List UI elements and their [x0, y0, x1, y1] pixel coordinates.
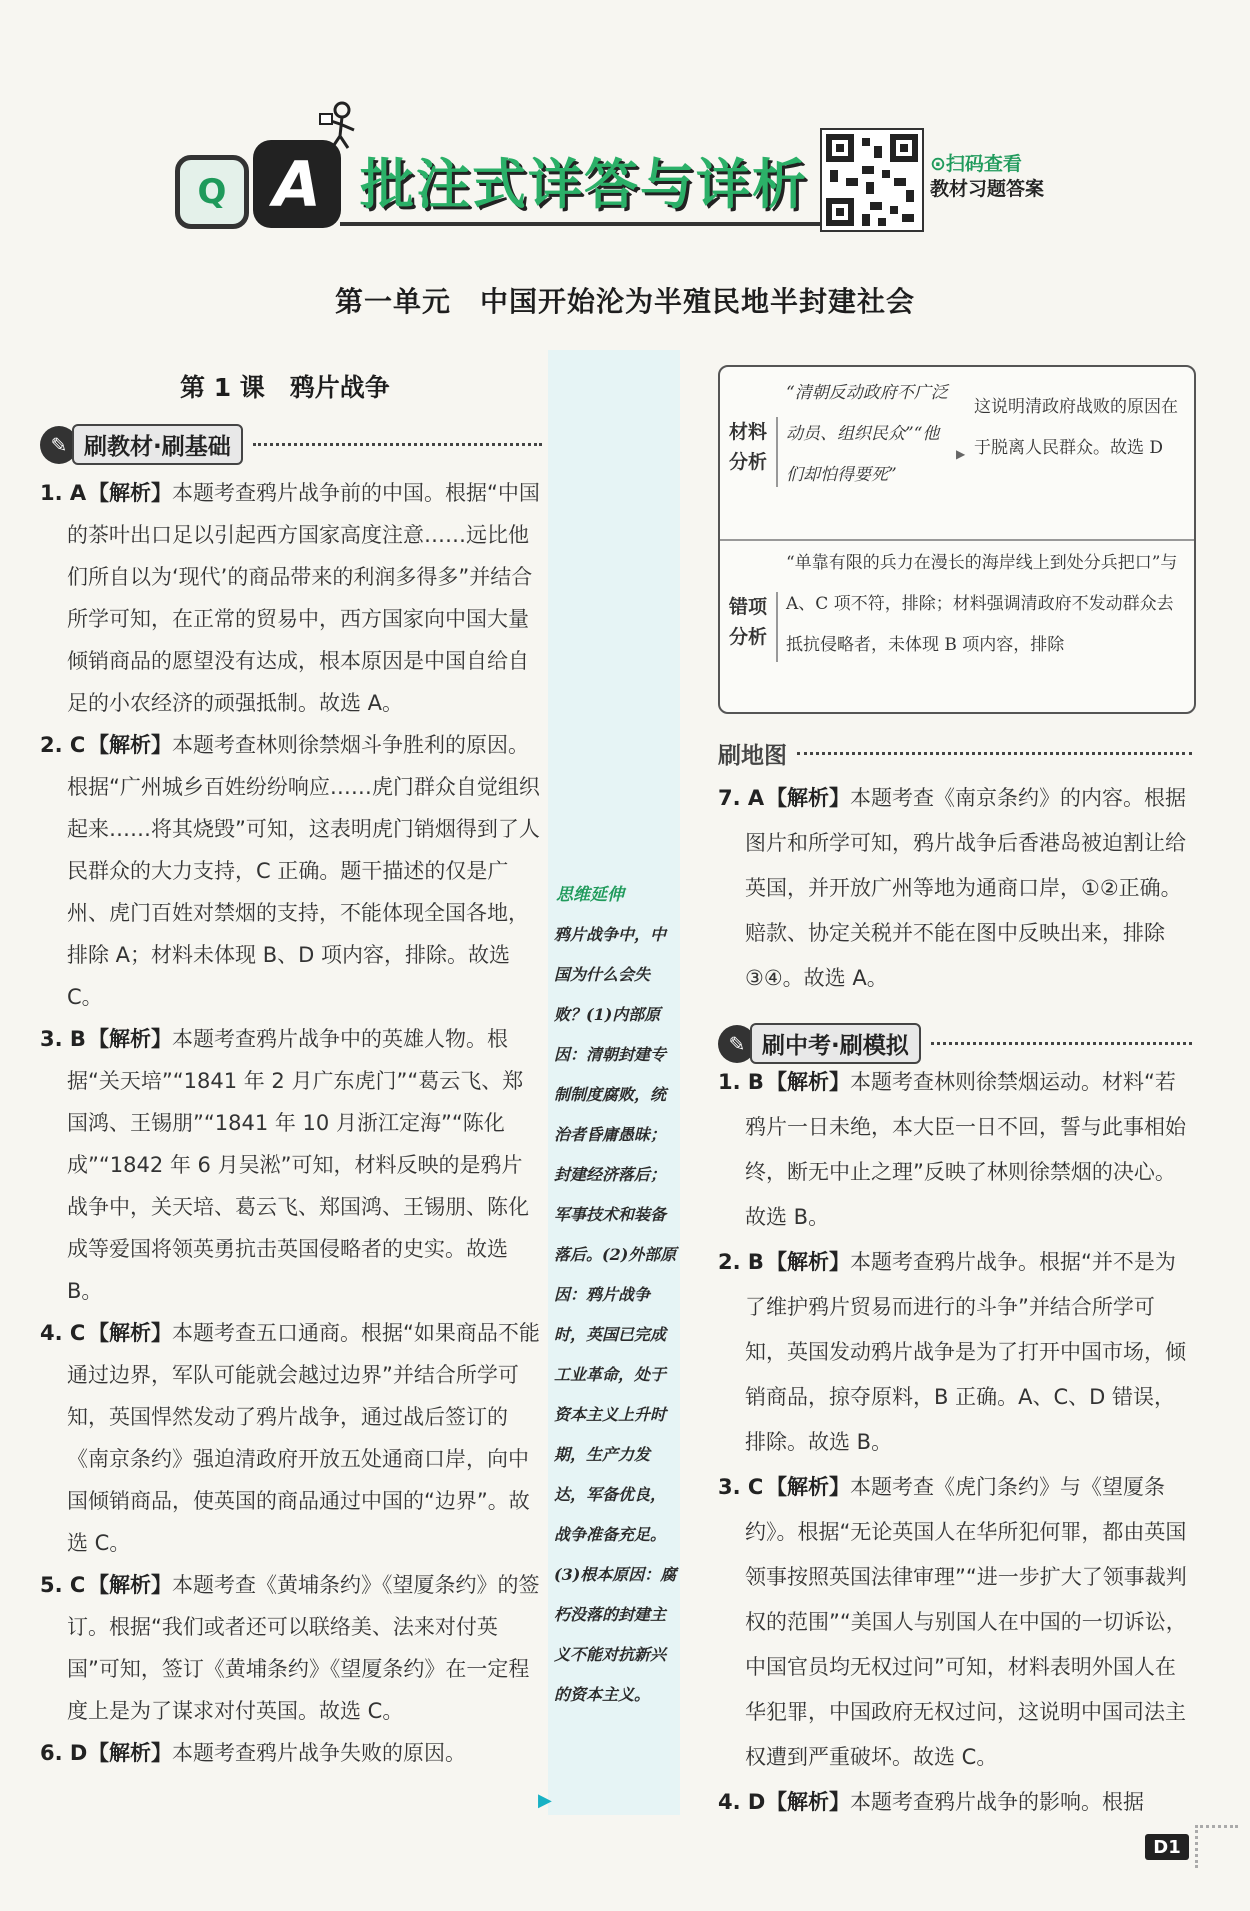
- table-row2-text: “单靠有限的兵力在漫长的海岸线上到处分兵把口”与 A、C 项不符，排除；材料强调清政府不发动群众去抵抗侵略者，未体现 B 项内容，排除: [786, 553, 1178, 655]
- side-note-title: 思维延伸: [556, 885, 624, 905]
- qr-code-icon[interactable]: [820, 128, 924, 232]
- book-icon: ✎: [718, 1025, 756, 1063]
- answer-item: 4. D【解析】本题考查鸦片战争的影响。根据: [718, 1790, 1144, 1814]
- book-icon: ✎: [40, 426, 78, 464]
- answer-item: 3. C 【解析】本题考查《虎门条约》与《望厦条约》。根据“无论英国人在华所犯何罪，都由英国领事按照英国法律审理”“进一步扩大了领事裁判权的范围”“美国人与别国人在中国的一切诉讼，中国官员均无权过问”可知，材料表明外国人在华犯罪，中国政府无权过问，这说明中国司法主权遭到严重破坏。故选 C。: [718, 1475, 1187, 1769]
- section-divider: [797, 752, 1192, 755]
- answer-item: 4. C 【解析】本题考查五口通商。根据“如果商品不能通过边界，军队可能就会越过边界”并结合所学可知，英国悍然发动了鸦片战争，通过战后签订的《南京条约》强迫清政府开放五处通商口岸，向中国倾销商品，使英国的商品通过中国的“边界”。故选 C。: [40, 1321, 540, 1555]
- search-icon: ⊙: [930, 153, 946, 175]
- qr-caption: [930, 152, 1044, 202]
- page-number: D1: [1145, 1834, 1189, 1860]
- section-basic-label: 刷教材·刷基础: [72, 424, 243, 465]
- side-note-text: 鸦片战争中，中国为什么会失败？(1)内部原因：清朝封建专制制度腐败，统治者昏庸愚昧；封建经济落后；军事技术和装备落后。(2)外部原因：鸦片战争时，英国已完成工业革命，处于资本主义上升时期，生产力发达，军备优良，战争准备充足。(3)根本原因：腐朽没落的封建主义不能对抗新兴的资本主义。: [554, 925, 677, 1704]
- section-map: [718, 737, 1192, 770]
- arrow-right-icon: ▶: [538, 1790, 552, 1811]
- qr-caption-line1: ⊙扫码查看: [930, 153, 1022, 175]
- answer-item: 2. B【解析】本题考查鸦片战争。根据“并不是为了维护鸦片贸易而进行的斗争”并结合所学可知，英国发动鸦片战争是为了打开中国市场，倾销商品，掠夺原料，B 正确。A、C、D 错误，排除。故选 B。: [718, 1250, 1186, 1454]
- header-title: 批注式详答与详析: [360, 153, 808, 216]
- section-exam: [718, 1023, 1192, 1064]
- answer-item: 3. B【解析】本题考查鸦片战争中的英雄人物。根据“关天培”“1841 年 2 月广东虎门”“葛云飞、郑国鸿、王锡朋”“1841 年 10 月浙江定海”“陈化成”“1842 年 6 月吴淞”可知，材料反映的是鸦片战争中，关天培、葛云飞、郑国鸿、王锡朋、陈化成等爱国将领英勇抗击英国侵略者的史实。故选 B。: [40, 1027, 529, 1303]
- table-row1-conclusion: 这说明清政府战败的原因在于脱离人民群众。故选 D: [974, 397, 1178, 458]
- analysis-table: [718, 365, 1196, 714]
- q-bubble-icon: Q: [175, 155, 249, 229]
- answer-item: 1. A【解析】本题考查鸦片战争前的中国。根据“中国的茶叶出口足以引起西方国家高度注意……远比他们所自以为‘现代’的商品带来的利润多得多”并结合所学可知，在正常的贸易中，西方国家向中国大量倾销商品的愿望没有达成，根本原因是中国自给自足的小农经济的顽强抵制。故选 A。: [40, 481, 540, 715]
- answer-item: 6. D【解析】本题考查鸦片战争失败的原因。: [40, 1741, 466, 1765]
- table-row1-quote: “清朝反动政府不广泛动员、组织民众”“他们却怕得要死”: [786, 383, 948, 485]
- answer-item: 2. C 【解析】本题考查林则徐禁烟斗争胜利的原因。根据“广州城乡百姓纷纷响应……虎门群众自觉组织起来……将其烧毁”可知，这表明虎门销烟得到了人民群众的大力支持，C 正确。题干描述的仅是广州、虎门百姓对禁烟的支持，不能体现全国各地，排除 A；材料未体现 B、D 项内容，排除。故选 C。: [40, 733, 540, 1009]
- section-divider: [931, 1042, 1192, 1045]
- lesson-title: 第 1 课 鸦片战争: [180, 373, 390, 402]
- map-column: [718, 776, 1192, 1001]
- section-divider: [253, 443, 542, 446]
- page-corner-decoration: [1195, 1825, 1238, 1868]
- section-basic: [40, 424, 542, 465]
- answer-item: 5. C 【解析】本题考查《黄埔条约》《望厦条约》的签订。根据“我们或者还可以联络美、法来对付英国”可知，签订《黄埔条约》《望厦条约》在一定程度上是为了谋求对付英国。故选 C。: [40, 1573, 540, 1723]
- table-divider: [720, 539, 1194, 541]
- table-row2-label: 错项分析: [720, 592, 778, 662]
- answer-item: 7. A【解析】本题考查《南京条约》的内容。根据图片和所学可知，鸦片战争后香港岛被迫割让给英国，并开放广州等地为通商口岸，①②正确。赔款、协定关税并不能在图中反映出来，排除③④。故选 A。: [718, 786, 1186, 990]
- left-column: [40, 472, 540, 1774]
- header-underline: [340, 222, 820, 226]
- qr-caption-line2: 教材习题答案: [930, 178, 1045, 200]
- answer-item: 1. B【解析】本题考查林则徐禁烟运动。材料“若鸦片一日未绝，本大臣一日不回，誓与此事相始终，断无中止之理”反映了林则徐禁烟的决心。故选 B。: [718, 1070, 1186, 1229]
- exam-column: [718, 1060, 1192, 1825]
- section-exam-label: 刷中考·刷模拟: [750, 1023, 921, 1064]
- arrow-right-icon: ▶: [956, 447, 966, 461]
- unit-title: 第一单元 中国开始沦为半殖民地半封建社会: [334, 285, 915, 318]
- reader-figure-icon: [300, 100, 360, 150]
- header-banner: [175, 100, 1085, 235]
- a-box-icon: A: [253, 140, 341, 228]
- section-map-label: 刷地图: [718, 743, 787, 769]
- table-row1-label: 材料分析: [720, 417, 778, 487]
